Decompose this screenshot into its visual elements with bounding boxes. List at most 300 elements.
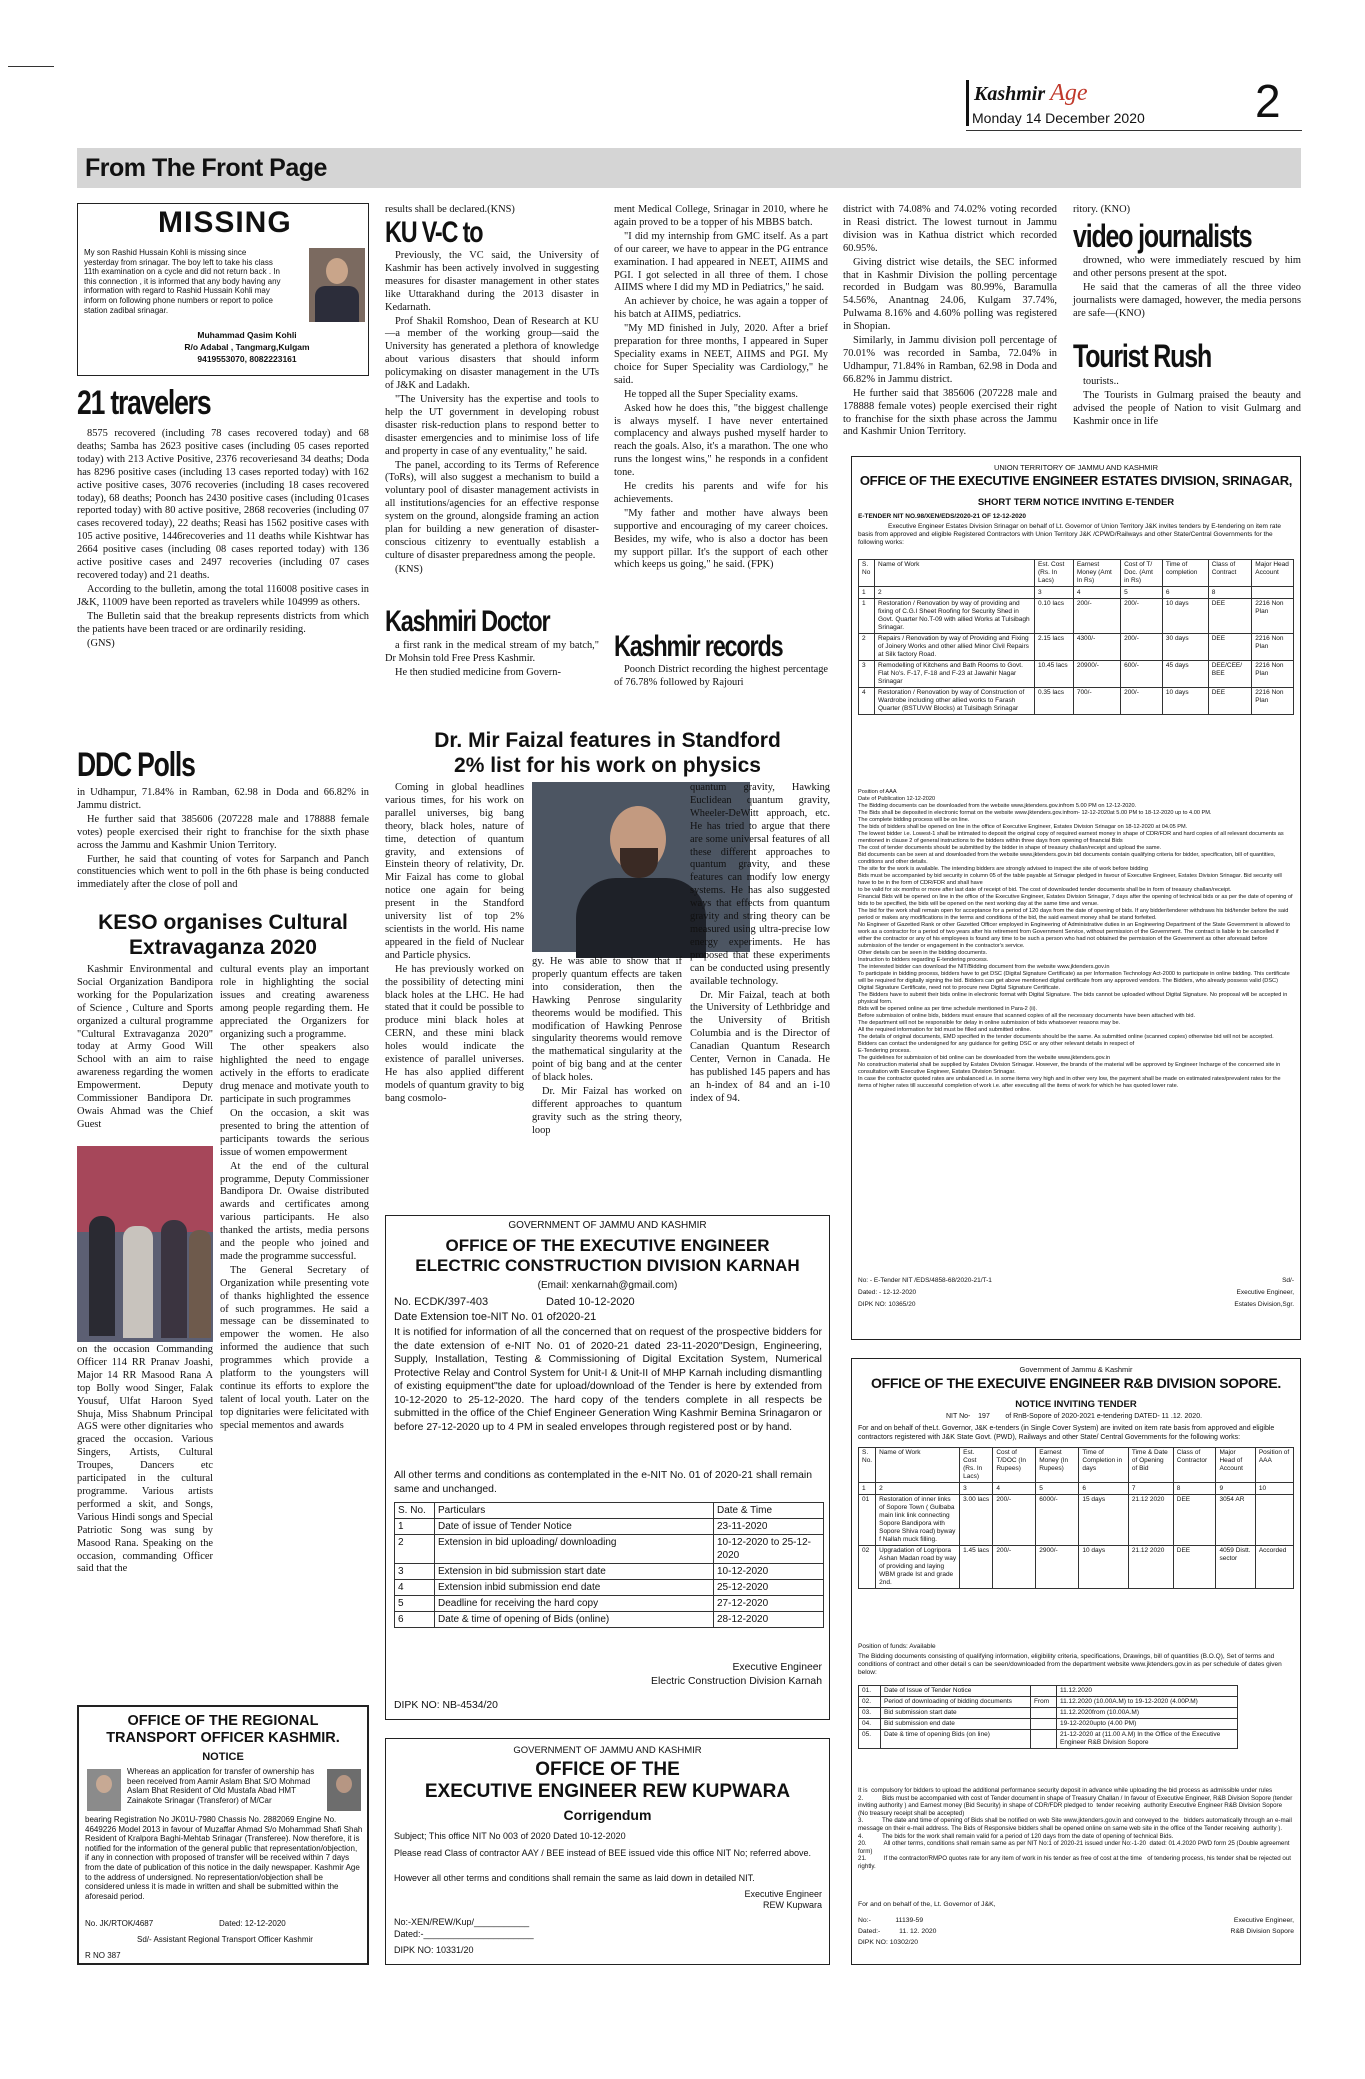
issue-date: Monday 14 December 2020 (972, 110, 1145, 126)
table-cell: 2 (859, 634, 875, 661)
table-cell: From (1031, 1697, 1057, 1708)
terms-line: Bidders can contact the undersigned for any guidance for getting DSC or any other relevant details in respect of (858, 1041, 1135, 1047)
terms-line: All the required information for bid must be filled and submitted online. (858, 1027, 1032, 1033)
brand-kashmir: Kashmir (974, 83, 1046, 105)
table-row (859, 1719, 1238, 1730)
paragraph: 8575 recovered (including 78 cases recovered today) and 68 deaths; Samba has 2623 positive cases (including 05 cases reported today) with 213 Active Positive, 2376 recoveriesand 34 deaths; Doda has 8296 positive cases (including 13 cases reported today) with 162 active positive cases, 3076 recoveries (including 18 cases recovered today), 68 deaths; Poonch has 2430 positive cases (including 01cases reported today) with 80 active positive, 2868 recoveries (including 07 cases recovered today), 22 deaths; Reasi has 1562 positive cases with 105 active positive, 1446recoveries and 11 deaths while Kishtwar has 2664 positive cases (including 08 cases reported today) with 136 active positive cases and 2497 recoveries (including 07 cases recovered today) and 21 deaths. (77, 428, 369, 581)
paragraph: results shall be declared.(KNS) (385, 204, 515, 215)
karnah-email: (Email: xenkarnah@gmail.com) (537, 1280, 678, 1291)
table-cell: 10 days (1162, 688, 1208, 715)
paragraph: "My father and mother have always been supportive and encouraging of my career choices. Besides, my wife, who is also a doctor has been my support pillar. It's the support of each other which keeps us going," he said. (FPK) (614, 507, 828, 571)
notes-line: 4. The bids for the work shall remain valid for a period of 120 days from the date of opening of technical Bids. (858, 1832, 1174, 1840)
table-cell: 200/- (1121, 634, 1163, 661)
table-cell: 4 (1073, 587, 1120, 599)
paragraph: He further said that 385606 (207228 male and 178888 female votes) people exercised their right to franchise for the sixth phase across the Jammu and Kashmir Union Territory. (77, 813, 369, 851)
table-header: Major Head of Account (1216, 1448, 1255, 1483)
table-cell: 4 (859, 688, 875, 715)
table-cell: 02 (859, 1546, 876, 1589)
estates-intro: Executive Engineer Estates Division Srinagar on behalf of Lt. Governor of Union Territory J&K invites tenders by E-tendering on item rate basis from approved and eligible Registered Contractors with Union Territory J&K /CPWD/Railways and other State/Central Governments for the following works: (858, 523, 1281, 546)
karnah-body: It is notified for information of all the concerned that on request of the prospective bidders for the date extension of e-NIT No. 01 of 2020-21 dated 23-11-2020"Design, Engineering, Supply, Installation, Testing & Commissioning of Digital Excitation System, Numerical Protective Relay and Control System for Unit-I & Unit-II of MHP Karnah including dismantling of existing equipment"the date for upload/download of the Tender is here by extended from 10-12-2020 to 25-12-2020. The hard copy of the tenders complete in all respects be submitted in the office of the Chief Engineer Generation Wing Kashmir Bemina Srinagaron or before 27-12-2020 up to 4 PM in sealed envelopes through registered post or by hand. (394, 1327, 822, 1433)
paragraph: on the occasion Commanding Officer 114 RR Pranav Joashi, Major 14 RR Masood Rana A top Bolly wood Singer, Falak Yousuf, Ulfat Haroon Syed Shuja, Miss Shabnum Principal AGS were other dignitaries who graced the occasion. Various Singers, Artists, Cultural Troupes, Dancers etc participated in the cultural programme. Various artists performed a skit, and Songs, Various Hindi songs and Special Patriotic Song was sung by Masood Rana. Speaking on the occasion, commanding Officer said that the (77, 1344, 213, 1575)
table-cell: 21.12 2020 (1128, 1495, 1173, 1546)
table-cell: 5 (395, 1596, 435, 1612)
table-cell: DEE (1208, 688, 1252, 715)
sopore-behalf: For and on behalf of the, Lt. Governor of J&K, (858, 1901, 996, 1908)
table-cell: Date of issue of Tender Notice (435, 1519, 714, 1535)
photo-person (161, 1220, 187, 1338)
paragraph: Coming in global headlines various times, for his work on parallel universes, big bang theory, black holes, nature of time, detection of quantum gravity, and extensions of Einstein theory of relativity, Dr. Mir Faizal has come to global notice one again for being present in the Standford university list of top 2% scientists in the world. His name appeared in the field of Nuclear and Particle physics. (385, 782, 524, 961)
table-cell: 1.45 lacs (960, 1546, 993, 1589)
sopore-intro: For and on behalf of theLt. Governor, J&K e-tenders (in Single Cover System) are invited on item rate basis from approved and eligible contractors registered with J&K State Govt. (PWD), Railways and other State/ Central Governments for the following works: (858, 1425, 1275, 1441)
table-cell: Date of Issue of Tender Notice (881, 1686, 1031, 1697)
estates-dipk: DIPK NO: 10365/20 (858, 1301, 916, 1308)
table-cell: 11.12.2020from (10.00A.M) (1057, 1708, 1238, 1719)
terms-line: The complete bidding process will be on line. (858, 817, 970, 823)
karnah-sign-1: Executive Engineer (732, 1662, 822, 1673)
estates-short: SHORT TERM NOTICE INVITING E-TENDER (977, 497, 1175, 508)
terms-line: Instruction to bidders regarding E-tendering process. (858, 957, 989, 963)
vj-article (1073, 255, 1301, 335)
table-cell: 2900/- (1036, 1546, 1079, 1589)
table-cell: 4059 Distt. sector (1216, 1546, 1255, 1589)
table-cell: 21-12-2020 at (11.00 A.M) In the Office of the Executive Engineer R&B Division Sopore (1057, 1730, 1238, 1749)
table-header: Class of Contractor (1173, 1448, 1216, 1483)
table-cell (1031, 1686, 1057, 1697)
sopore-no: No:- 11139-59 (858, 1917, 924, 1924)
table-cell: 10 days (1079, 1546, 1128, 1589)
table-cell: 4 (395, 1580, 435, 1596)
table-header-row (395, 1503, 824, 1519)
terms-line: The department will not be responsible for delay in online submission of bids whatsoever reasons may be. (858, 1020, 1121, 1026)
kupwara-office-1: OFFICE OF THE (535, 1759, 680, 1780)
table-cell: 3 (859, 661, 875, 688)
kupwara-body: Please read Class of contractor AAY / BEE instead of BEE issued vide this office NIT No; referred above. (394, 1848, 812, 1858)
col5-lead (1073, 204, 1301, 218)
missing-title: MISSING (158, 206, 292, 239)
table-row (859, 661, 1294, 688)
estates-dated: Dated: - 12-12-2020 (858, 1289, 917, 1296)
table-header: Name of Work (875, 560, 1035, 587)
table-row (859, 599, 1294, 634)
table-row (395, 1564, 824, 1580)
table-header: Cost of T/ Doc. (Amt in Rs) (1121, 560, 1163, 587)
paragraph: Similarly, in Jammu division poll percentage of 70.01% was recorded in Samba, 72.04% in Udhampur, 71.84% in Ramban, 62.98 in Doda and 66.82% in Jammu district. (843, 335, 1057, 385)
terms-line: Position of AAA (858, 789, 897, 795)
table-cell: 200/- (1121, 688, 1163, 715)
paragraph: drowned, who were immediately rescued by him and other persons present at the spot. (1073, 255, 1301, 279)
table-cell: 3 (1035, 587, 1074, 599)
table-cell: 10 days (1162, 599, 1208, 634)
terms-line: The lowest bidder i.e. Lowest-1 shall be intimated to deposit the original copy of required earnest money in shape of CDR/FDR and hard copies of all relevant documents as mentioned in clause 2 of general instructions to the bidders within three days from opening of financial Bids (858, 831, 1284, 844)
faizal-col3-article (690, 782, 830, 1202)
table-cell: Accorded (1255, 1546, 1293, 1589)
terms-line: The Bids shall be deposited in electronic format on the website www.jktenders.gov.infrom- 12-12-2020at 5.00 PM to 18-12-2020 up to 4.00 PM. (858, 810, 1212, 816)
ddc-article (77, 787, 369, 891)
karnah-office-1: OFFICE OF THE EXECUTIVE ENGINEER (445, 1236, 770, 1255)
estates-no: No: - E-Tender NIT /EDS/4858-68/2020-21/T-1 (858, 1277, 992, 1284)
karnah-gov: GOVERNMENT OF JAMMU AND KASHMIR (508, 1220, 707, 1231)
table-index-row (859, 1483, 1294, 1495)
sopore-nit: NIT No- 197 of RnB-Sopore of 2020-2021 e-tendering DATED- 11 .12. 2020. (946, 1413, 1203, 1420)
paragraph: At the end of the cultural programme, Deputy Commissioner Bandipora Dr. Owaise distributed awards and certificates among various participants. He also thanked the artists, media persons and the people who joined and made the programme successful. (220, 1160, 369, 1262)
rto-dated: Dated: 12-12-2020 (219, 1919, 286, 1928)
sopore-sign-2: R&B Division Sopore (1230, 1928, 1294, 1935)
table-header: Est. Cost (Rs. In Lacs) (960, 1448, 993, 1483)
faizal-headline-line1: Dr. Mir Faizal features in Standford (434, 729, 781, 752)
table-cell (1255, 1495, 1293, 1546)
estates-sign-2: Executive Engineer, (1236, 1289, 1294, 1296)
table-header: Major Head Account (1252, 560, 1294, 587)
kupwara-dipk: DIPK NO: 10331/20 (394, 1945, 474, 1955)
paragraph: Prof Shakil Romshoo, Dean of Research at KU—a member of the working group—said the University has generated a plethora of knowledge about various disasters that should inform policymaking on disaster management in the UTs of J&K and Ladakh. (385, 315, 599, 392)
table-cell: 04. (859, 1719, 881, 1730)
table-cell: 5 (1036, 1483, 1079, 1495)
terms-line: No Engineer of Gazetted Rank or other Gazetted Officer employed in Engineering of Administrative duties in an Engineering Department of the State Government is allowed to work as a contractor for a period of two years after his retirement from Government Service, without permission of the Government. The contract is liable to be cancelled if either the contractor or any of his employees is found any time to be such a person who had not obtained the permission of the Government as other aforesaid before submission of the tender or engagement in the contractor's service. (858, 922, 1291, 949)
table-cell: 25-12-2020 (714, 1580, 824, 1596)
notes-line: 2. Bids must be accompanied with cost of Tender document in shape of Treasury Challan / In favour of Executive Engineer, R&B Division Sopore (tender inviting authority ) and Earnest money (Bid Security) in shape of CDR/FDR pledged to tender receiving authority Executive Engineer R&B Division Sopore (No treasury receipt shall be accepted) (858, 1794, 1301, 1817)
kuvc-headline: KU V-C to (385, 216, 483, 249)
records-article (614, 664, 828, 720)
doctor-headline: Kashmiri Doctor (385, 605, 550, 638)
estates-tender-notice (851, 456, 1301, 1340)
ddc-continued (843, 204, 1057, 440)
transferor-photo (87, 1769, 121, 1811)
paragraph: He then studied medicine from Govern- (395, 666, 561, 678)
table-row (859, 688, 1294, 715)
photo-shoulders (315, 286, 359, 322)
table-cell: 23-11-2020 (714, 1519, 824, 1535)
karnah-body2: All other terms and conditions as contemplated in the e-NIT No. 01 of 2020-21 shall remain same and unchanged. (394, 1470, 812, 1495)
table-cell: 21.12 2020 (1128, 1546, 1173, 1589)
table-cell: Remodelling of Kitchens and Bath Rooms to Govt. Flat No's. F-17, F-18 and F-23 at Jawahir Nagar Srinagar (875, 661, 1035, 688)
table-cell: 5 (1121, 587, 1163, 599)
missing-contact-name: Muhammad Qasim Kohli (197, 330, 297, 340)
estates-office: OFFICE OF THE EXECUTIVE ENGINEER ESTATES DIVISION, SRINAGAR, (859, 473, 1293, 488)
paragraph: According to the bulletin, among the total 116008 positive cases in J&K, 11009 have been reported as travelers while 104999 as others. (77, 583, 369, 608)
table-cell: 1 (395, 1519, 435, 1535)
keso-event-photo (77, 1146, 213, 1342)
terms-line: The cost of tender documents should be submitted by the bidder in shape of treasury challan/receipt and upload the same. (858, 845, 1162, 851)
faizal-headline (385, 728, 830, 778)
terms-line: Date of Publication 12-12-2020 (858, 796, 936, 802)
estates-nit: E-TENDER NIT NO.98/XEN/EDS/2020-21 OF 12-12-2020 (858, 513, 1026, 520)
paragraph: Poonch District recording the highest percentage of 76.78% followed by Rajouri (614, 664, 828, 688)
missing-contact-phones: 9419553070, 8082223161 (197, 354, 297, 364)
kupwara-no: No:-XEN/REW/Kup/___________ (394, 1917, 530, 1927)
karnah-dated: Dated 10-12-2020 (546, 1296, 635, 1308)
doctor-article (385, 640, 599, 720)
terms-line: Before submission of online bids, bidders must ensure that scanned copies of all the necessary documents have been attached with bid. (858, 1013, 1196, 1019)
kupwara-corrigendum (385, 1738, 830, 1965)
records-headline: Kashmir records (614, 630, 783, 663)
rto-notice (77, 1705, 369, 1965)
table-cell: 2216 Non Plan (1252, 634, 1294, 661)
rto-no: No. JK/RTOK/4687 (85, 1919, 154, 1928)
table-row (859, 1697, 1238, 1708)
table-cell: 1 (859, 1483, 876, 1495)
table-header: Cost of T/DOC (In Rupees) (993, 1448, 1036, 1483)
table-header: Date & Time (714, 1503, 824, 1519)
table-cell: 8 (1173, 1483, 1216, 1495)
brand-logo (974, 80, 1087, 107)
table-cell: 03. (859, 1708, 881, 1719)
paragraph: ment Medical College, Srinagar in 2010, where he again proved to be a topper of his MBBS batch. (614, 204, 828, 228)
kupwara-office-2: EXECUTIVE ENGINEER REW KUPWARA (424, 1781, 791, 1802)
table-row (859, 1708, 1238, 1719)
table-cell: 1 (859, 587, 875, 599)
table-row (859, 1730, 1238, 1749)
paragraph: "The University has the expertise and tools to help the UT government in developing robust disaster risk-reduction plans to respond better to disaster emergencies and to minimise loss of life and property in case of any eventuality," he said. (385, 393, 599, 457)
kupwara-gov: GOVERNMENT OF JAMMU AND KASHMIR (513, 1745, 702, 1756)
table-cell: Date & time of opening Bids (on line) (881, 1730, 1031, 1749)
table-cell: 20900/- (1073, 661, 1120, 688)
table-cell: 28-12-2020 (714, 1612, 824, 1628)
table-header: S. No. (395, 1503, 435, 1519)
kupwara-corrigendum-title: Corrigendum (563, 1807, 652, 1823)
terms-line: The bids of bidders shall be opened on line in the office of Executive Engineer, Estates Division Srinagar on 18-12-2020 at 04.05 PM. (858, 824, 1188, 830)
terms-line: Financial Bids will be opened on line in the office of the Executive Engineer, Estates Division Srinagar, 7 days after the opening of technical bids or as per the date of opening of bids to be specified, the bids will be opened on the next working day at the same time and venue. (858, 894, 1293, 907)
kuvc-article (385, 250, 599, 600)
rto-body-a: Whereas an application for transfer of ownership has been received from Aamir Aslam Bhat S/O Mohmad Aslam Bhat Resident of Old Mustafa Abad HMT Zainakote Srinagar (Transferor) of M/Car (127, 1767, 315, 1805)
table-cell: 600/- (1121, 661, 1163, 688)
table-row (395, 1596, 824, 1612)
photo-person (189, 1230, 211, 1338)
table-cell: Date & time of opening of Bids (online) (435, 1612, 714, 1628)
sopore-dipk: DIPK NO: 10302/20 (858, 1939, 919, 1946)
table-cell: 7 (1128, 1483, 1173, 1495)
table-cell: 8 (1208, 587, 1252, 599)
table-header: Time of Completion in days (1079, 1448, 1128, 1483)
table-cell: 6 (395, 1612, 435, 1628)
paragraph: The Tourists in Gulmarg praised the beauty and advised the people of Nation to visit Gulmarg and Kashmir once in life (1073, 389, 1301, 427)
table-cell: 9 (1216, 1483, 1255, 1495)
terms-line: Other details can be seen in the bidding documents. (858, 950, 988, 956)
table-cell: 3 (960, 1483, 993, 1495)
table-cell: 2 (395, 1535, 435, 1564)
table-header-row (859, 560, 1294, 587)
rto-notice-label: NOTICE (202, 1751, 244, 1763)
paragraph: "My MD finished in July, 2020. After a brief preparation for three months, I appeared in Super Speciality exams in NEET, AIIMS and PGI. My choice for Super Speciality was Cardiology," he said. (614, 323, 828, 386)
sopore-tender-notice (851, 1358, 1301, 1965)
estates-sign-3: Estates Division,Sgr. (1234, 1301, 1294, 1308)
sopore-pof: Position of funds: Available (858, 1643, 936, 1650)
paragraph: Dr. Mir Faizal has worked on different approaches to quantum gravity such as the string theory, loop (532, 1086, 682, 1136)
table-header: S. No. (859, 1448, 876, 1483)
table-cell: Upgradation of Logripora Ashan Madan road by way of providing and laying WBM grade Ist and grade 2nd. (876, 1546, 960, 1589)
terms-line: Bids must be accompanied by bid security in column 05 of the table payable at Srinagar pledged in favour of Executive Engineer, Estates Division Srinagar. Bid security will have to be in the form of CDR/FDR and shall have (858, 873, 1282, 886)
table-header: Class of Contract (1208, 560, 1252, 587)
paragraph: The other speakers also highlighted the need to engage actively in the efforts to eradicate drug menace and motivate youth to participate in such programmes (220, 1042, 369, 1106)
table-cell: 10-12-2020 to 25-12-2020 (714, 1535, 824, 1564)
paragraph: ritory. (KNO) (1073, 204, 1131, 215)
table-cell: 30 days (1162, 634, 1208, 661)
estates-works-table (858, 559, 1294, 715)
notes-line: 21. If the contractor/RMPO quotes rate for any item of work in his tender as free of cost at the time of tendering process, his tender shall be rejected out rightly. (858, 1855, 1293, 1870)
table-row (859, 1546, 1294, 1589)
missing-notice (77, 203, 369, 376)
sopore-office: OFFICE OF THE EXECUIVE ENGINEER R&B DIVISION SOPORE. (871, 1375, 1281, 1391)
table-cell: 2 (876, 1483, 960, 1495)
table-header: Position of AAA (1255, 1448, 1293, 1483)
karnah-tender-notice (385, 1215, 830, 1720)
photo-person (89, 1216, 115, 1336)
paragraph: An achiever by choice, he was again a topper of his batch at AIIMS, pediatrics. (614, 296, 828, 321)
keso-headline-text: KESO organises Cultural Extravaganza 2020 (98, 911, 348, 959)
table-cell: 2 (875, 587, 1035, 599)
faizal-col2 (532, 956, 682, 1202)
table-cell: Extension inbid submission end date (435, 1580, 714, 1596)
paragraph: He further said that 385606 (207228 male and 178888 female votes) people exercised their right to franchise for the sixth phase across the Jammu and Kashmir Union Territory. (843, 387, 1057, 438)
masthead (966, 80, 1266, 128)
photo-jacket (576, 878, 706, 958)
transferee-photo (327, 1769, 361, 1811)
karnah-dipk: DIPK NO: NB-4534/20 (394, 1700, 498, 1711)
table-cell: 3 (395, 1564, 435, 1580)
paragraph: Kashmir Environmental and Social Organization Bandipora working for the Popularization of Science , Culture and Sports organized a cultural programme "Cultural Extravaganza 2020" today at Army Good Will School with an aim to raise awareness regarding the women Empowerment. Deputy Commissioner Bandipora Dr. Owais Ahmad was the Chief Guest (77, 964, 213, 1130)
table-cell: DEE (1208, 634, 1252, 661)
estates-terms (858, 789, 1294, 1259)
paragraph: in Udhampur, 71.84% in Ramban, 62.98 in Doda and 66.82% in Jammu district. (77, 787, 369, 811)
paragraph: The General Secretary of Organization while presenting vote of thanks highlighted the essence of such programmes. He said a message can be disseminated to empower the women. He also informed the audience that such programmes which provide a platform to the youngsters will continue its efforts to explore the talent of local youth. Later on the top dignitaries were felicitated with special mementos and awards (220, 1264, 369, 1431)
paragraph: gy. He was able to show that if properly quantum effects are taken into consideration, then the Hawking Penrose singularity theorems would be modified. This modification of Hawking Penrose singularity theorems would remove the mathematical singularity at the point of big bang and at the center of black holes. (532, 956, 682, 1084)
table-cell: 2216 Non Plan (1252, 688, 1294, 715)
sopore-sign-1: Executive Engineer, (1233, 1917, 1294, 1924)
kupwara-sign-2: REW Kupwara (762, 1900, 822, 1910)
page-number: 2 (1255, 75, 1281, 127)
sopore-notes (858, 1787, 1301, 1897)
table-cell: Bid submission end date (881, 1719, 1031, 1730)
sopore-docs: The Bidding documents consisting of qualifying information, eligibility criteria, specifications, Drawings, bill of quantities (B.O.Q), Set of terms and conditions of contract and other detail s can be seen/downloaded from the department website www.jktenders.gov.in as per schedule of dates given below: (858, 1653, 1282, 1676)
rto-title: OFFICE OF THE REGIONAL TRANSPORT OFFICER KASHMIR. (106, 1713, 340, 1746)
karnah-sign-2: Electric Construction Division Karnah (651, 1676, 822, 1687)
terms-line: The Bidding documents can be downloaded from the website www.jktenders.gov.infrom 5.00 PM on 12-12-2020. (858, 803, 1137, 809)
faizal-headline-line2: 2% list for his work on physics (454, 754, 761, 777)
brand-age: Age (1050, 80, 1088, 106)
masthead-bracket (966, 80, 969, 126)
notes-line: 3. The date and time of opening of Bids shall be notified on web Site www.jktenders.gov.in and conveyed to the bidders automatically through an e-mail message on their e-mail address. The Bids of Responsive bidders shall be opened online on same web site in the office of the Tender receiving authority ). (858, 1817, 1294, 1832)
kupwara-subject: Subject; This office NIT No 003 of 2020 Dated 10-12-2020 (394, 1831, 626, 1841)
karnah-ext: Date Extension toe-NIT No. 01 of2020-21 (394, 1311, 597, 1323)
missing-body: My son Rashid Hussain Kohli is missing since yesterday from srinagar. The boy left to take his class 11th examination on a cycle and did not return back . In this connection , it is informed that any body having any information with regard to Rashid Hussain Kohli may inform on following phone numbers or report to police station zadibal srinagar. (84, 248, 281, 315)
table-cell: Extension in bid uploading/ downloading (435, 1535, 714, 1564)
table-row (395, 1535, 824, 1564)
terms-line: The details of original documents, EMD specified in the tender documents should be the same. As submitted online (scanned copies) otherwise bid will not be accepted. (858, 1034, 1274, 1040)
table-header: S. No (859, 560, 875, 587)
table-cell: 4 (993, 1483, 1036, 1495)
table-cell: DEE/CEE/ BEE (1208, 661, 1252, 688)
table-cell: 11.12.2020 (1057, 1686, 1238, 1697)
sopore-gov: Government of Jammu & Kashmir (1019, 1365, 1133, 1374)
masthead-rule (966, 130, 1302, 131)
sopore-dated: Dated:- 11. 12. 2020 (858, 1928, 937, 1935)
paragraph: The panel, according to its Terms of Reference (ToRs), will also suggest a mechanism to build a voluntary pool of disaster management activists in all institutions/agencies for an effective response system on the ground, alongside framing an action plan for building a new generation of disaster-conscious citizenry to eventually establish a culture of disaster preparedness among the people. (385, 459, 599, 561)
table-cell: 10-12-2020 (714, 1564, 824, 1580)
paragraph: He credits his parents and wife for his achievements. (614, 481, 828, 505)
table-cell: 6 (1079, 1483, 1128, 1495)
faizal-col1 (385, 782, 524, 1202)
table-cell (1031, 1708, 1057, 1719)
top-left-rule (8, 66, 54, 67)
ddc-headline: DDC Polls (77, 746, 195, 784)
kupwara-dated: Dated:-______________________ (394, 1929, 534, 1939)
rto-sign: Sd/- Assistant Regional Transport Officer Kashmir (137, 1935, 313, 1944)
paragraph: Giving district wise details, the SEC informed that in Kashmir Division the polling percentage recorded in Budgam was 80.99%, Baramulla 54.56%, Anantnag 24.06, Kulgam 37.74%, Pulwama 8.16% and 4.60% polling was registered in Shopian. (843, 256, 1057, 333)
table-cell: 45 days (1162, 661, 1208, 688)
table-cell: 01. (859, 1686, 881, 1697)
paragraph: district with 74.08% and 74.02% voting recorded in Reasi district. The lowest turnout in Jammu division was in Kathua district which recorded 60.95%. (843, 204, 1057, 254)
paragraph: a first rank in the medical stream of my batch," Dr Mohsin told Free Press Kashmir. (385, 640, 599, 664)
table-cell: 200/- (993, 1546, 1036, 1589)
table-row (395, 1519, 824, 1535)
table-row (859, 634, 1294, 661)
table-header: Name of Work (876, 1448, 960, 1483)
keso-col1-bottom (77, 1344, 213, 1690)
terms-line: The guidelines for submission of bid online can be downloaded from the website www.jktenders.gov.in (858, 1055, 1111, 1061)
table-cell (1252, 587, 1294, 599)
table-cell: 01 (859, 1495, 876, 1546)
notes-line: It is compulsory for bidders to upload the additional performance security deposit in advance while uploading the bid process as admissible under rules (858, 1787, 1273, 1794)
keso-headline (77, 910, 369, 960)
kupwara-sign-1: Executive Engineer (744, 1889, 822, 1899)
table-cell: 15 days (1079, 1495, 1128, 1546)
rto-rno: R NO 387 (85, 1951, 121, 1960)
terms-line: to be valid for six months or more after last date of receipt of bid. The cost of downloaded tender documents shall be in form of treasury challan/receipt. (858, 887, 1232, 893)
table-header: Time & Date of Opening of Bid (1128, 1448, 1173, 1483)
terms-line: E-Tendering process. (858, 1048, 911, 1054)
table-cell: Deadline for receiving the hard copy (435, 1596, 714, 1612)
table-cell: Period of downloading of bidding documents (881, 1697, 1031, 1708)
table-cell: Bid submission start date (881, 1708, 1031, 1719)
table-cell: 0.10 lacs (1035, 599, 1074, 634)
credit: (GNS) (87, 637, 115, 649)
estates-sign-1: Sd/- (1282, 1277, 1294, 1284)
keso-col1-top (77, 964, 213, 1144)
terms-line: Bid documents can be seen at and downloaded from the website www.jktenders.gov.in bid documents contain qualifying criteria for bidder, specification, bill of quantities, conditions and other details. (858, 852, 1276, 865)
table-cell: 19-12-2020upto (4.00 PM) (1057, 1719, 1238, 1730)
paragraph: He has previously worked on the possibility of detecting mini black holes at the LHC. He had stated that it could be possible to produce mini black holes at CERN, and these mini black holes would indicate the existence of parallel universes. He has also applied different models of quantum gravity to big bang cosmolo- (385, 963, 524, 1104)
rto-body-b: bearing Registration No JK01U-7980 Chassis No. 2882069 Engine No. 4649226 Model 2013 in favour of Muzaffar Ahmad S/o Mohammad Shafi Shah Resident of Kralpora Baghi-Mehtab Srinagar (Transferee). Now therefore, it is notified for the information of the general public that representation/objection, if any in connection with proposed of transfer will be received within 7 days from the date of publication of this notice in the daily newspaper. Kashmir Age to the address of undersigned. No representation/objection shall be considered unless it is made in written and shall be submitted within the aforesaid period. (85, 1815, 363, 1901)
table-header: Earnest Money (Amt In Rs) (1073, 560, 1120, 587)
vj-headline: video journalists (1073, 218, 1252, 254)
terms-line: In case the contractor quoted rates are unbalanced i.e. in some items very high and in other very low, the payment shall be made on estimated rates/prevalent rates for the items of higher rates till successful completion of work i.e. after executing all the items of work for which he has quoted lower rate. (858, 1076, 1281, 1089)
paragraph: tourists.. (1083, 376, 1119, 387)
keso-col2 (220, 964, 369, 1690)
table-header: Earnest Money (In Rupees) (1036, 1448, 1079, 1483)
table-header-row (859, 1448, 1294, 1483)
table-cell: 05. (859, 1730, 881, 1749)
paragraph: He topped all the Super Speciality exams. (624, 388, 798, 400)
terms-line: To participate in bidding process, bidders have to get DSC (Digital Signature Certificate) as per Information Technology Act-2000 to participate in online bidding. This certificate will be required for digitally signing the bid. Bidders can get above mentioned digital certificate from any approved vendors. The Bidders, who already possess valid (DSC) Digital Signature Certificate, need not to procure new Digital Signature Certificate. (858, 971, 1290, 991)
photo-head (96, 1775, 112, 1793)
paragraph: On the occasion, a skit was presented to bring the attention of participants towards the serious issue of women empowerment (220, 1107, 369, 1158)
table-cell: DEE (1173, 1495, 1216, 1546)
table-cell: 2216 Non Plan (1252, 599, 1294, 634)
karnah-no: No. ECDK/397-403 (394, 1296, 489, 1308)
table-cell: 2.15 lacs (1035, 634, 1074, 661)
table-cell: DEE (1208, 599, 1252, 634)
table-cell: Repairs / Renovation by way of Providing and Fixing of Joinery Works and other allied Minor Civil Repairs at Silk factory Road. (875, 634, 1035, 661)
photo-person (123, 1226, 153, 1338)
table-header: Particulars (435, 1503, 714, 1519)
table-cell: 200/- (993, 1495, 1036, 1546)
table-cell: 10 (1255, 1483, 1293, 1495)
travelers-article (77, 428, 369, 746)
paragraph: The Bulletin said that the breakup represents districts from which the patients have been traced or are ordinarily residing. (77, 610, 369, 635)
credit: (KNS) (395, 563, 423, 575)
doctor-continued (614, 204, 828, 624)
terms-line: The bid for the work shall remain open for acceptance for a period of 120 days from the date of opening of bids. If any bidder/tenderer withdraws his bid/tender before the said period or makes any modifications in the terms and conditions of the bid, the said earnest money shall be stand forfeited. (858, 908, 1289, 921)
table-row (395, 1580, 824, 1596)
